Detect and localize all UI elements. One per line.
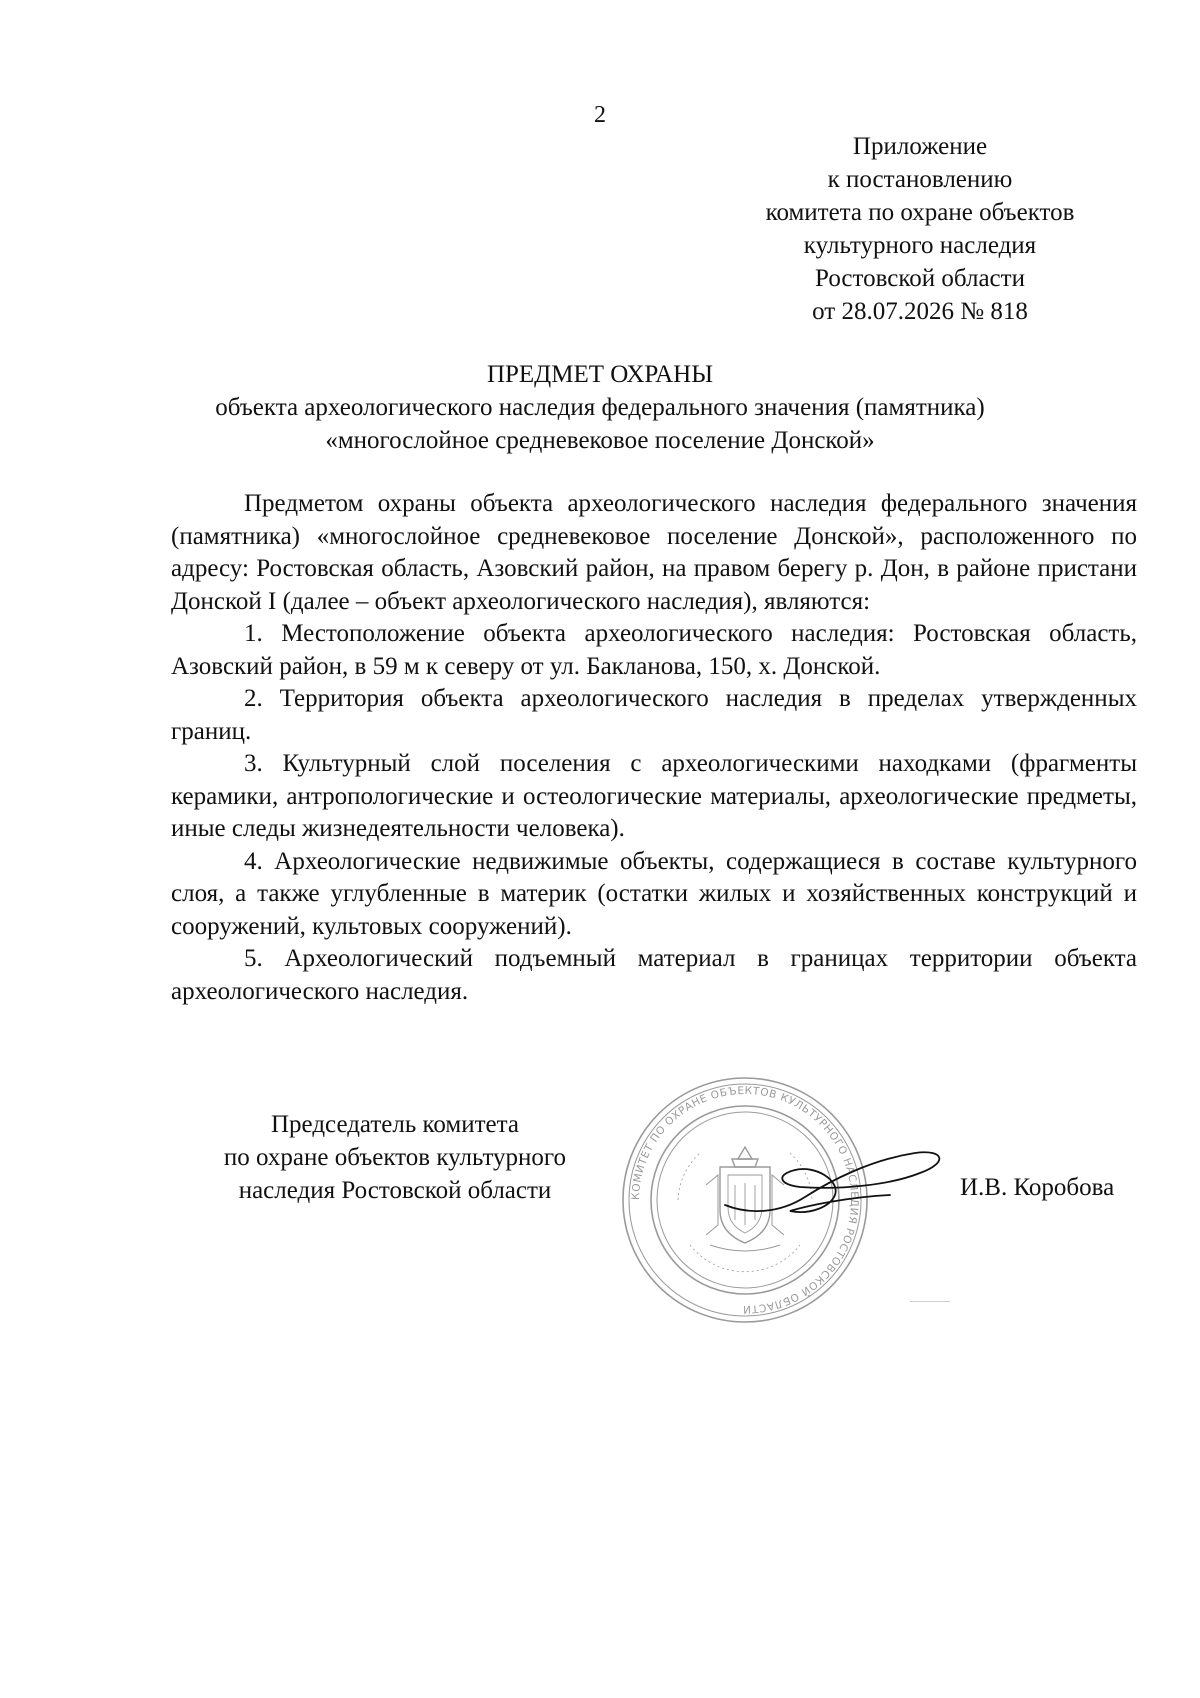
appendix-line: к постановлению [827, 166, 1013, 193]
document-title-block [160, 358, 1040, 457]
document-title: ПРЕДМЕТ ОХРАНЫ [486, 361, 714, 388]
list-item: 2. Территория объекта археологического наследия в пределах утвержденных границ. [171, 685, 1137, 745]
list-item: 5. Археологический подъемный материал в границах территории объекта археологического наследия. [171, 945, 1137, 1005]
list-item: 4. Археологические недвижимые объекты, содержащиеся в составе культурного слоя, а также углубленные в материк (остатки жилых и хозяйственных конструкций и сооружений, культовых сооружений). [171, 847, 1137, 940]
document-body [171, 488, 1137, 1008]
document-subtitle: объекта археологического наследия федерального значения (памятника) [215, 394, 985, 421]
document-subtitle-object-name: «многослойное средневековое поселение Донской» [325, 427, 875, 454]
appendix-line: Приложение [852, 133, 988, 160]
list-item: 1. Местоположение объекта археологического наследия: Ростовская область, Азовский район, в 59 м к северу от ул. Бакланова, 150, х. Донской. [171, 620, 1137, 680]
page-number: 2 [594, 102, 606, 128]
seal-outer-text: КОМИТЕТ ПО ОХРАНЕ ОБЪЕКТОВ КУЛЬТУРНОГО НАСЛЕДИЯ РОСТОВСКОЙ ОБЛАСТИ [629, 1084, 861, 1316]
appendix-block [720, 130, 1120, 328]
appendix-date-number: от 28.07.2026 № 818 [812, 298, 1028, 325]
signer-name: И.В. Коробова [960, 1174, 1115, 1201]
divider [910, 1301, 950, 1302]
intro-paragraph: Предметом охраны объекта археологического наследия федерального значения (памятника) «многослойное средневековое поселение Донской», расположенного по адресу: Ростовская область, Азовский район, на правом берегу р. Дон, в районе пристани Донской I (далее – объект археологического наследия), являются: [171, 490, 1137, 615]
handwritten-signature [720, 1135, 950, 1225]
signer-position-line: наследия Ростовской области [238, 1177, 552, 1204]
appendix-line: культурного наследия [803, 232, 1037, 259]
signer-position-line: Председатель комитета [271, 1111, 519, 1138]
signer-position [170, 1108, 620, 1207]
list-item: 3. Культурный слой поселения с археологическими находками (фрагменты керамики, антропологические и остеологические материалы, археологические предметы, иные следы жизнедеятельности человека). [171, 750, 1137, 842]
appendix-line: Ростовской области [815, 265, 1025, 292]
appendix-line: комитета по охране объектов [765, 199, 1075, 226]
signer-position-line: по охране объектов культурного [223, 1144, 567, 1171]
